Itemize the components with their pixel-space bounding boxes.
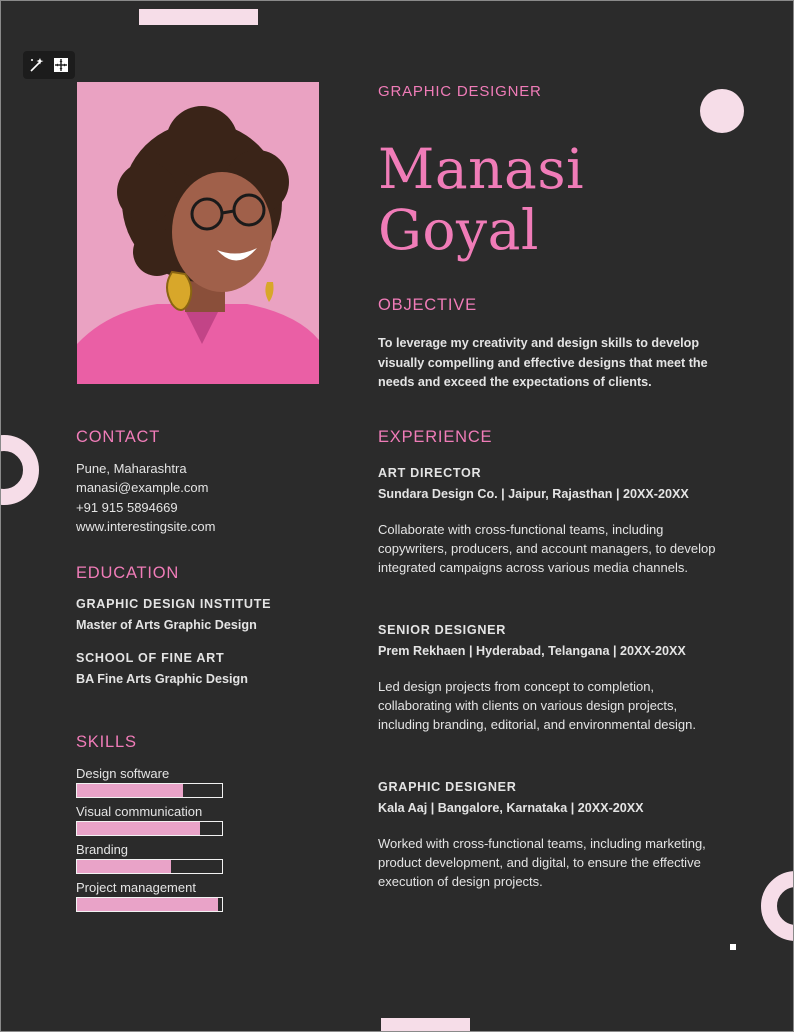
decor-circle — [700, 89, 744, 133]
experience-description: Worked with cross-functional teams, including marketing, product development, and digital, to ensure the effective execution of design projects. — [378, 836, 706, 890]
job-title: GRAPHIC DESIGNER — [378, 83, 542, 100]
skill-bar-fill — [77, 898, 218, 911]
skill-bar-fill — [77, 822, 200, 835]
profile-photo[interactable] — [77, 82, 319, 384]
decor-ring-left — [0, 435, 39, 505]
experience-role: ART DIRECTOR — [378, 466, 482, 480]
layout-grid-icon[interactable] — [51, 55, 71, 75]
skill-bar — [76, 783, 223, 798]
objective-text: To leverage my creativity and design skills to develop visually compelling and effective designs that meet the needs and exceed the expectations of clients. — [378, 336, 708, 389]
decor-ring-right — [761, 871, 794, 941]
resize-handle[interactable] — [730, 944, 736, 950]
experience-description: Collaborate with cross-functional teams, including copywriters, producers, and account managers, to develop integrated campaigns across various media channels. — [378, 522, 716, 576]
contact-location: Pune, Maharashtra — [76, 461, 187, 476]
education-degree: Master of Arts Graphic Design — [76, 618, 257, 632]
skill-bar — [76, 897, 223, 912]
contact-phone: +91 915 5894669 — [76, 499, 178, 515]
skill-bar — [76, 821, 223, 836]
contact-list — [76, 459, 215, 537]
decor-bottom-bar — [381, 1018, 470, 1032]
skill-label: Visual communication — [76, 804, 203, 819]
skill-label: Design software — [76, 766, 170, 781]
objective-heading: OBJECTIVE — [378, 296, 477, 314]
last-name: Goyal — [378, 198, 540, 262]
contact-email[interactable]: manasi@example.com — [76, 480, 209, 496]
experience-description: Led design projects from concept to completion, collaborating with clients on various design projects, including branding, editorial, and environmental design. — [378, 679, 696, 733]
experience-role: GRAPHIC DESIGNER — [378, 780, 517, 794]
person-name — [378, 139, 584, 261]
education-school: SCHOOL OF FINE ART — [76, 651, 225, 665]
education-degree: BA Fine Arts Graphic Design — [76, 672, 248, 686]
first-name: Manasi — [378, 137, 585, 201]
experience-meta: Sundara Design Co. | Jaipur, Rajasthan | 20XX-20XX — [378, 487, 689, 501]
experience-heading: EXPERIENCE — [378, 428, 493, 446]
magic-wand-icon[interactable] — [27, 55, 47, 75]
skill-label: Project management — [76, 880, 196, 895]
experience-meta: Prem Rekhaen | Hyderabad, Telangana | 20XX-20XX — [378, 644, 686, 658]
skill-bar — [76, 859, 223, 874]
education-school: GRAPHIC DESIGN INSTITUTE — [76, 597, 272, 611]
skill-bar-fill — [77, 860, 171, 873]
decor-top-bar — [139, 9, 258, 25]
skills-heading: SKILLS — [76, 733, 137, 751]
skill-label: Branding — [76, 842, 129, 857]
education-heading: EDUCATION — [76, 564, 180, 582]
experience-meta: Kala Aaj | Bangalore, Karnataka | 20XX-20XX — [378, 801, 644, 815]
contact-heading: CONTACT — [76, 428, 161, 446]
floating-toolbar — [23, 51, 75, 79]
contact-website[interactable]: www.interestingsite.com — [76, 519, 216, 535]
experience-role: SENIOR DESIGNER — [378, 623, 507, 637]
skill-bar-fill — [77, 784, 183, 797]
